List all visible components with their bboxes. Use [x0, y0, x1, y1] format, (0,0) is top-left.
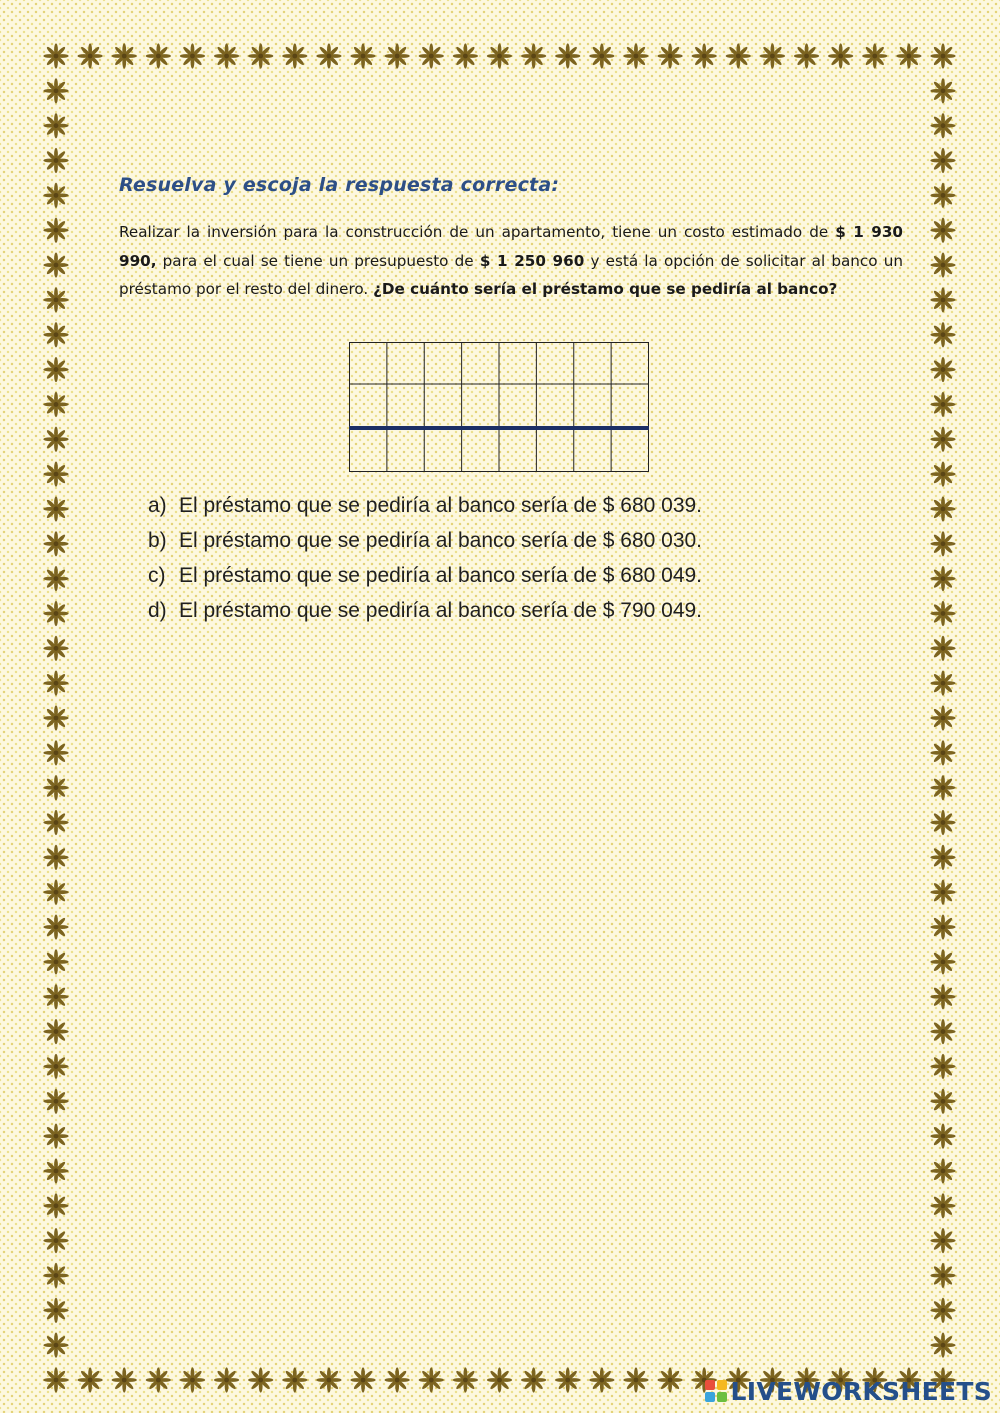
liveworksheets-logo[interactable] [705, 1373, 992, 1409]
flower-icon [78, 43, 103, 68]
flower-icon [930, 984, 955, 1009]
flower-icon [555, 43, 580, 68]
flower-icon [43, 1158, 68, 1183]
flower-icon [930, 636, 955, 661]
flower-icon [930, 949, 955, 974]
flower-icon [43, 1333, 68, 1358]
flower-icon [930, 1263, 955, 1288]
flower-icon [726, 43, 751, 68]
flower-icon [896, 43, 921, 68]
flower-icon [316, 1367, 341, 1392]
flower-icon [692, 43, 717, 68]
flower-icon [43, 740, 68, 765]
option-text: El préstamo que se pediría al banco sería de $ 680 039. [179, 494, 703, 517]
work-grid-svg [349, 342, 649, 472]
flower-icon [180, 43, 205, 68]
problem-text-1: Realizar la inversión para la construcción de un apartamento, tiene un costo estimado de [119, 223, 836, 241]
flower-icon [282, 43, 307, 68]
flower-icon [930, 1158, 955, 1183]
option-letter: b) [148, 529, 167, 552]
flower-icon [43, 148, 68, 173]
flower-icon [419, 1367, 444, 1392]
flower-icon [43, 78, 68, 103]
flower-icon [930, 1054, 955, 1079]
option-text: El préstamo que se pediría al banco sería de $ 790 049. [179, 599, 703, 622]
flower-icon [43, 427, 68, 452]
flower-icon [43, 566, 68, 591]
problem-text-3: y está la opción de solicitar al banco un préstamo por el resto del dinero. [119, 251, 903, 298]
cost-value: $ 1 930 990, [119, 223, 903, 270]
flower-icon [78, 1367, 103, 1392]
flower-icon [555, 1367, 580, 1392]
flower-icon [930, 1124, 955, 1149]
flower-icon [930, 148, 955, 173]
flower-icon [43, 880, 68, 905]
flower-icon [930, 1019, 955, 1044]
problem-question: ¿De cuánto sería el préstamo que se pediría al banco? [373, 280, 838, 298]
flower-icon [930, 705, 955, 730]
option-letter: c) [148, 564, 166, 587]
flower-icon [930, 1333, 955, 1358]
flower-icon [350, 1367, 375, 1392]
flower-icon [43, 705, 68, 730]
flower-icon [43, 1263, 68, 1288]
flower-icon [43, 1228, 68, 1253]
flower-icon [828, 43, 853, 68]
option-a[interactable] [148, 490, 702, 525]
flower-icon [930, 1193, 955, 1218]
flower-icon [930, 740, 955, 765]
flower-icon [112, 43, 137, 68]
flower-icon [43, 1054, 68, 1079]
flower-icon [385, 1367, 410, 1392]
flower-icon [623, 1367, 648, 1392]
flower-icon [930, 113, 955, 138]
flower-icon [930, 1298, 955, 1323]
flower-icon [43, 810, 68, 835]
flower-icon [43, 775, 68, 800]
flower-icon [350, 43, 375, 68]
flower-icon [248, 1367, 273, 1392]
flower-icon [146, 43, 171, 68]
flower-icon [930, 671, 955, 696]
flower-icon [43, 1298, 68, 1323]
flower-icon [248, 43, 273, 68]
flower-icon [930, 845, 955, 870]
budget-value: $ 1 250 960 [479, 251, 585, 270]
flower-icon [282, 1367, 307, 1392]
option-letter: d) [148, 599, 167, 622]
flower-icon [930, 880, 955, 905]
flower-icon [43, 1124, 68, 1149]
flower-icon [453, 1367, 478, 1392]
flower-icon [623, 43, 648, 68]
flower-icon [43, 1019, 68, 1044]
flower-icon [43, 287, 68, 312]
flower-icon [794, 43, 819, 68]
flower-icon [112, 1367, 137, 1392]
flower-icon [43, 601, 68, 626]
flower-icon [316, 43, 341, 68]
flower-icon [487, 1367, 512, 1392]
subtraction-work-grid [349, 342, 649, 472]
flower-icon [43, 357, 68, 382]
flower-icon [385, 43, 410, 68]
flower-icon [43, 914, 68, 939]
flower-icon [930, 1089, 955, 1114]
flower-icon [43, 322, 68, 347]
problem-statement [119, 218, 903, 304]
flower-icon [43, 531, 68, 556]
flower-icon [930, 914, 955, 939]
flower-icon [930, 496, 955, 521]
flower-icon [43, 183, 68, 208]
flower-icon [180, 1367, 205, 1392]
flower-icon [43, 1367, 68, 1392]
flower-icon [521, 1367, 546, 1392]
flower-icon [930, 392, 955, 417]
flower-icon [419, 43, 444, 68]
flower-icon [930, 775, 955, 800]
flower-icon [146, 1367, 171, 1392]
flower-icon [43, 392, 68, 417]
option-text: El préstamo que se pediría al banco sería de $ 680 049. [179, 564, 703, 587]
flower-icon [589, 1367, 614, 1392]
flower-icon [43, 949, 68, 974]
flower-icon [930, 427, 955, 452]
flower-icon [453, 43, 478, 68]
option-b[interactable] [148, 525, 702, 560]
flower-icon [930, 183, 955, 208]
instruction-heading: Resuelva y escoja la respuesta correcta: [119, 174, 560, 196]
option-text: El préstamo que se pediría al banco sería de $ 680 030. [179, 529, 703, 552]
flower-icon [930, 462, 955, 487]
flower-icon [862, 43, 887, 68]
flower-icon [760, 43, 785, 68]
flower-icon [930, 601, 955, 626]
option-d[interactable] [148, 595, 702, 630]
flower-icon [930, 810, 955, 835]
flower-icon [43, 113, 68, 138]
flower-icon [43, 43, 68, 68]
flower-icon [43, 636, 68, 661]
flower-icon [930, 357, 955, 382]
flower-icon [43, 496, 68, 521]
problem-text-2: para el cual se tiene un presupuesto de [156, 251, 480, 270]
logo-text: LIVEWORKSHEETS [730, 1376, 992, 1406]
flower-icon [930, 43, 955, 68]
answer-options [148, 490, 702, 630]
flower-icon [43, 218, 68, 243]
flower-icon [657, 1367, 682, 1392]
flower-icon [930, 252, 955, 277]
liveworksheets-logo-icon [705, 1380, 727, 1402]
flower-icon [657, 43, 682, 68]
flower-icon [43, 845, 68, 870]
flower-icon [930, 531, 955, 556]
flower-icon [930, 287, 955, 312]
flower-icon [930, 1228, 955, 1253]
flower-icon [43, 462, 68, 487]
flower-icon [43, 671, 68, 696]
flower-icon [43, 984, 68, 1009]
flower-icon [930, 78, 955, 103]
option-c[interactable] [148, 560, 702, 595]
flower-icon [43, 1089, 68, 1114]
flower-icon [487, 43, 512, 68]
flower-icon [214, 43, 239, 68]
flower-icon [43, 252, 68, 277]
flower-icon [521, 43, 546, 68]
flower-icon [930, 566, 955, 591]
flower-icon [930, 322, 955, 347]
flower-icon [930, 218, 955, 243]
flower-icon [43, 1193, 68, 1218]
flower-icon [589, 43, 614, 68]
flower-icon [214, 1367, 239, 1392]
option-letter: a) [148, 494, 167, 517]
